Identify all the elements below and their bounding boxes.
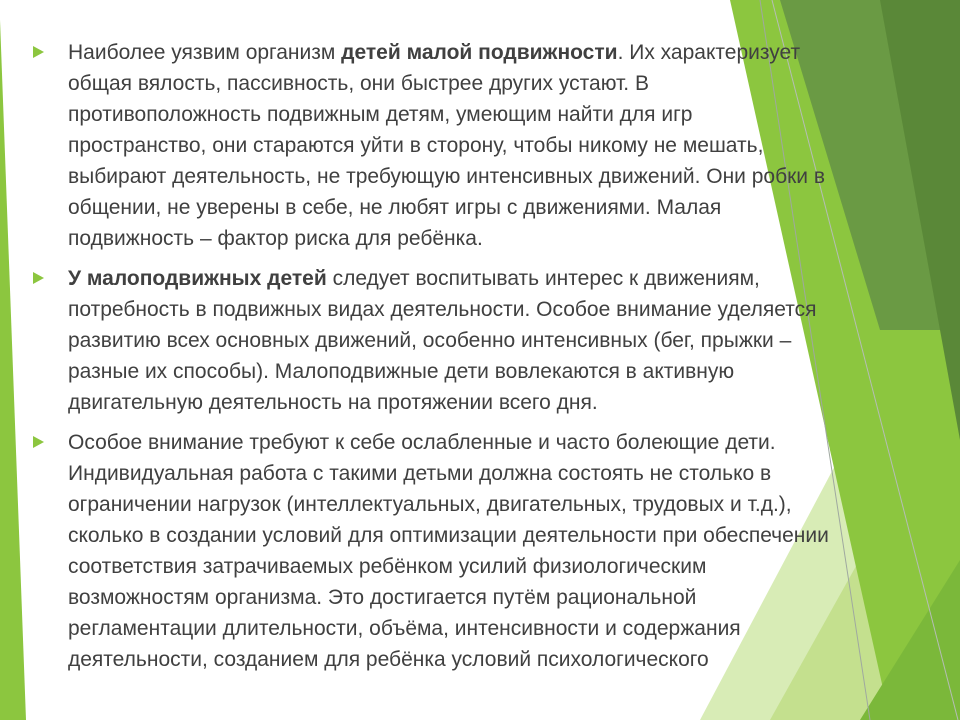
paragraph-1-rest: . Их характеризует общая вялость, пассивность, они быстрее других устают. В противоположность подвижным детям, умеющим найти для игр пространство, они стараются уйти в сторону, чтобы никому не мешать, выбирают деятельность, не требующую интенсивных движений. Они робки в общении, не уверены в себе, не любят игры с движениями. Малая подвижность – фактор риска для ребёнка. xyxy=(68,41,826,250)
paragraph-2-rest: следует воспитывать интерес к движениям, потребность в подвижных видах деятельности. Особое внимание уделяется развитию всех основных движений, особенно интенсивных (бег, прыжки – разные их способы). Малоподвижные дети вовлекаются в активную двигательную деятельность на протяжении всего дня. xyxy=(68,267,817,414)
paragraph-2-bold: У малоподвижных детей xyxy=(68,267,327,290)
bullet-arrow-icon xyxy=(33,272,44,284)
bullet-arrow-icon xyxy=(33,436,44,448)
bullet-paragraph-2 xyxy=(30,263,830,418)
left-edge-green-shape xyxy=(0,20,26,720)
bullet-paragraph-1 xyxy=(30,37,830,254)
slide-content xyxy=(30,37,830,684)
paragraph-1-text: Наиболее уязвим организм xyxy=(68,41,342,64)
paragraph-3-text: Особое внимание требуют к себе ослабленные и часто болеющие дети. Индивидуальная работа с такими детьми должна состоять не столько в ограничении нагрузок (интеллектуальных, двигательных, трудовых и т.д.), сколько в создании условий для оптимизации деятельности при обеспечении соответствия затрачиваемых ребёнком усилий физиологическим возможностям организма. Это достигается путём рациональной регламентации длительности, объёма, интенсивности и содержания деятельности, созданием для ребёнка условий психологического xyxy=(68,431,829,671)
paragraph-1-bold: детей малой подвижности xyxy=(341,41,618,64)
bullet-arrow-icon xyxy=(33,46,44,58)
bullet-paragraph-3 xyxy=(30,427,830,675)
